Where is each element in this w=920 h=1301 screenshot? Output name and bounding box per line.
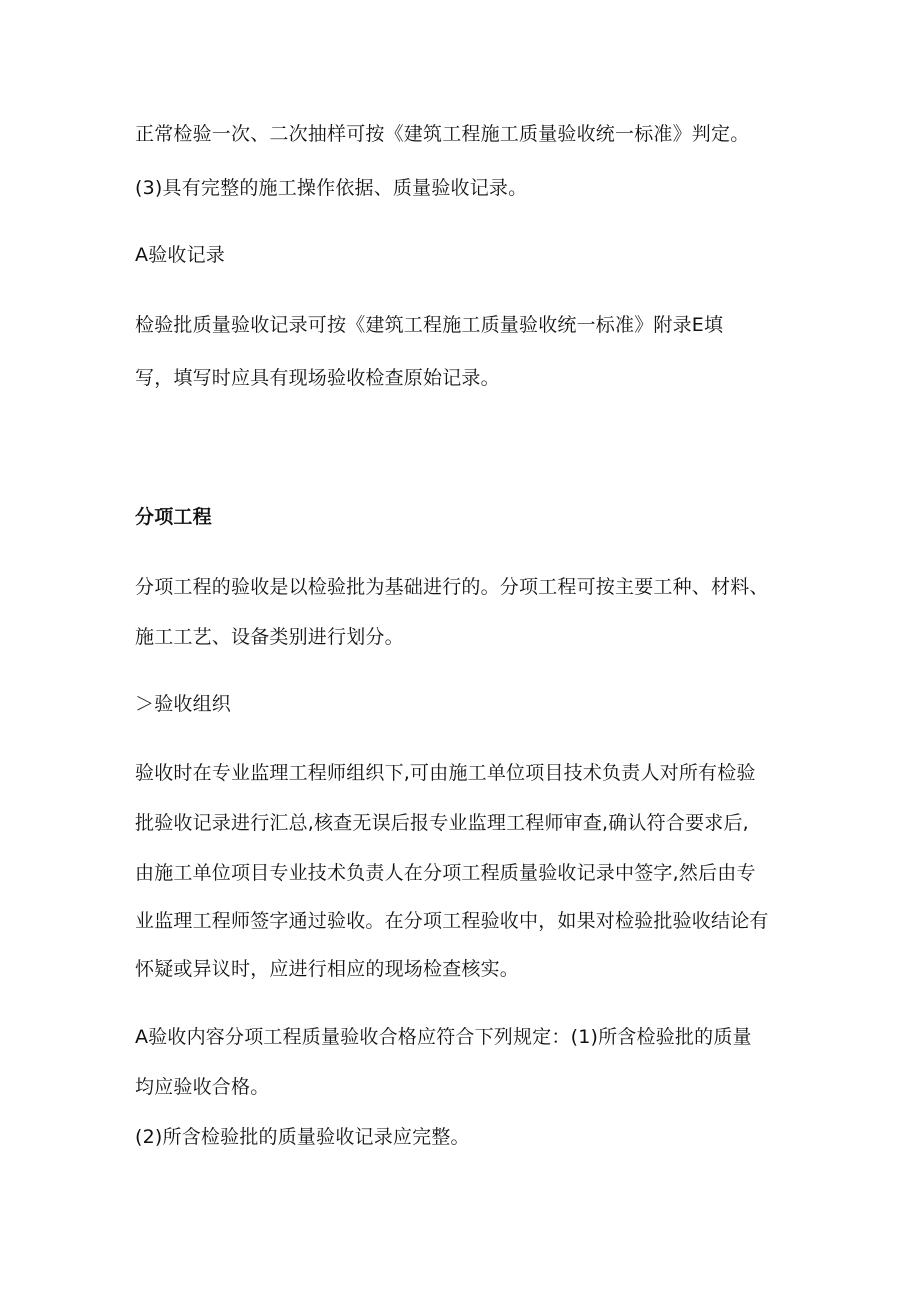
text-line: 怀疑或异议时，应进行相应的现场检查核实。 [135, 958, 520, 980]
text-line: 分项工程的验收是以检验批为基础进行的。分项工程可按主要工种、材料、 [135, 576, 769, 598]
text-line: (3)具有完整的施工操作依据、质量验收记录。 [135, 177, 528, 199]
text-line: 由施工单位项目专业技术负责人在分项工程质量验收记录中签字,然后由专 [135, 862, 756, 884]
text-line: 施工工艺、设备类别进行划分。 [135, 626, 404, 648]
text-line: 业监理工程师签字通过验收。在分项工程验收中，如果对检验批验收结论有 [135, 910, 769, 932]
text-line: 均应验收合格。 [135, 1076, 270, 1098]
text-line: 验收时在专业监理工程师组织下,可由施工单位项目技术负责人对所有检验 [135, 762, 756, 784]
text-line: 写，填写时应具有现场验收检查原始记录。 [135, 367, 500, 389]
text-line: ＞验收组织 [135, 693, 232, 715]
text-line: A验收内容分项工程质量验收合格应符合下列规定：(1)所含检验批的质量 [135, 1026, 752, 1048]
section-heading: 分项工程 [135, 506, 212, 528]
text-line: (2)所含检验批的质量验收记录应完整。 [135, 1126, 470, 1148]
text-line: 批验收记录进行汇总,核查无误后报专业监理工程师审查,确认符合要求后, [135, 812, 749, 834]
text-line: 检验批质量验收记录可按《建筑工程施工质量验收统一标准》附录E填 [135, 314, 724, 336]
text-line: A验收记录 [135, 244, 225, 266]
text-line: 正常检验一次、二次抽样可按《建筑工程施工质量验收统一标准》判定。 [135, 123, 750, 145]
